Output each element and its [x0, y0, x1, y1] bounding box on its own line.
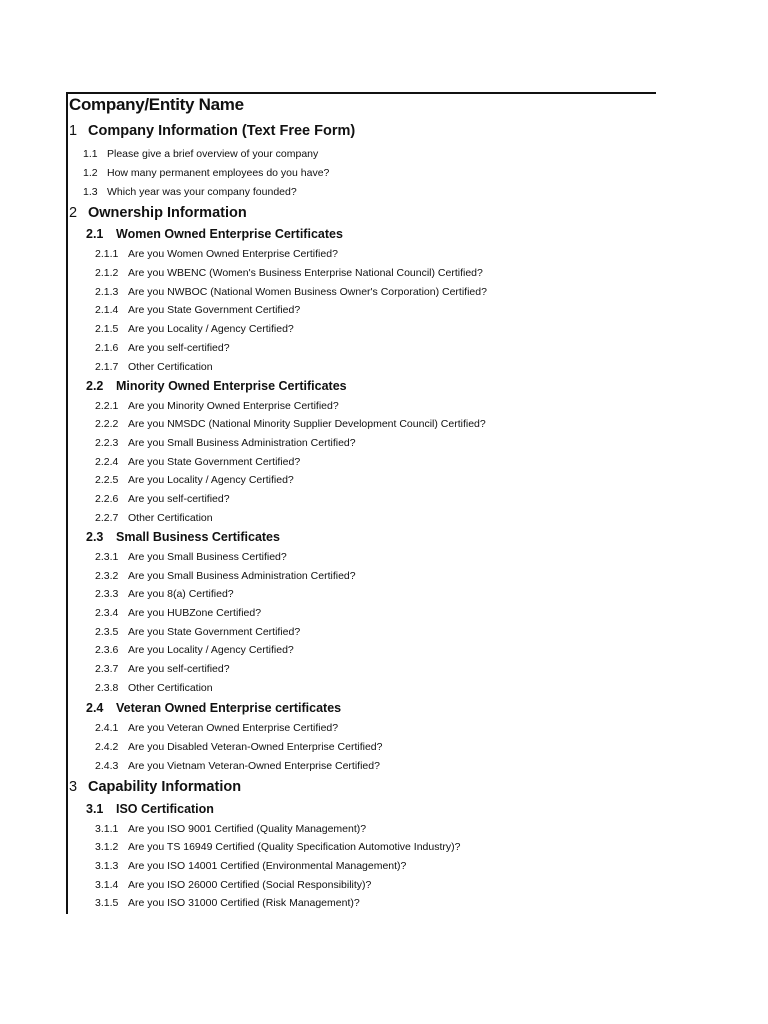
section-number: 2	[69, 205, 78, 221]
question-row	[66, 861, 406, 872]
question-number: 2.3.3	[95, 588, 119, 600]
subsection-label: Minority Owned Enterprise Certificates	[116, 379, 347, 393]
section-label: Company Information (Text Free Form)	[88, 123, 356, 139]
subsection-number: 2.2	[86, 379, 104, 393]
question-label: Are you State Government Certified?	[128, 626, 301, 638]
subsection-heading	[66, 531, 280, 544]
question-label: Are you WBENC (Women's Business Enterprise National Council) Certified?	[128, 267, 483, 279]
question-number: 2.3.1	[95, 551, 119, 563]
question-number: 2.3.6	[95, 644, 119, 656]
question-row	[66, 249, 338, 260]
question-label: Are you ISO 9001 Certified (Quality Management)?	[128, 823, 367, 835]
question-row	[66, 401, 339, 412]
question-label: Are you Women Owned Enterprise Certified?	[128, 248, 338, 260]
question-label: Are you Locality / Agency Certified?	[128, 644, 294, 656]
question-label: Are you State Government Certified?	[128, 304, 301, 316]
subsection-label: Veteran Owned Enterprise certificates	[116, 701, 342, 715]
subsection-number: 2.1	[86, 227, 104, 241]
section-heading	[66, 780, 241, 795]
section-label: Ownership Information	[88, 205, 247, 221]
question-row	[66, 287, 487, 298]
section-number: 3	[69, 779, 78, 795]
question-number: 2.1.7	[95, 361, 119, 373]
question-row	[66, 761, 380, 772]
question-label: Are you ISO 26000 Certified (Social Responsibility)?	[128, 879, 372, 891]
question-number: 2.2.4	[95, 456, 119, 468]
question-number: 2.2.1	[95, 400, 119, 412]
subsection-heading	[66, 380, 347, 393]
question-row	[66, 645, 294, 656]
subsection-number: 2.4	[86, 701, 104, 715]
question-row	[66, 168, 329, 179]
question-row	[66, 475, 294, 486]
question-label: Please give a brief overview of your company	[107, 148, 319, 160]
questionnaire-sheet	[66, 92, 656, 914]
question-row	[66, 457, 300, 468]
question-row	[66, 627, 300, 638]
subsection-heading	[66, 702, 341, 715]
question-number: 1.3	[83, 186, 98, 198]
question-label: Are you Disabled Veteran-Owned Enterprise Certified?	[128, 741, 383, 753]
question-row	[66, 187, 297, 198]
question-label: How many permanent employees do you have?	[107, 167, 330, 179]
subsection-heading	[66, 228, 343, 241]
question-row	[66, 305, 300, 316]
question-label: Are you NMSDC (National Minority Supplier Development Council) Certified?	[128, 418, 486, 430]
question-number: 2.1.4	[95, 304, 119, 316]
question-number: 2.1.6	[95, 342, 119, 354]
question-row	[66, 608, 261, 619]
question-number: 2.4.1	[95, 722, 119, 734]
question-label: Are you self-certified?	[128, 342, 230, 354]
section-heading	[66, 206, 247, 221]
question-number: 2.1.5	[95, 323, 119, 335]
question-number: 2.2.3	[95, 437, 119, 449]
question-row	[66, 898, 360, 909]
question-label: Are you Vietnam Veteran-Owned Enterprise Certified?	[128, 760, 380, 772]
question-label: Other Certification	[128, 361, 213, 373]
question-label: Are you Minority Owned Enterprise Certified?	[128, 400, 339, 412]
question-label: Are you Locality / Agency Certified?	[128, 474, 294, 486]
subsection-label: Small Business Certificates	[116, 530, 280, 544]
question-label: Which year was your company founded?	[107, 186, 297, 198]
question-number: 3.1.1	[95, 823, 119, 835]
subsection-number: 2.3	[86, 530, 104, 544]
question-label: Are you self-certified?	[128, 663, 230, 675]
question-label: Are you HUBZone Certified?	[128, 607, 262, 619]
question-number: 2.1.2	[95, 267, 119, 279]
section-heading	[66, 124, 355, 139]
question-row	[66, 571, 356, 582]
question-number: 2.2.7	[95, 512, 119, 524]
question-label: Are you Small Business Certified?	[128, 551, 287, 563]
question-row	[66, 419, 486, 430]
section-number: 1	[69, 123, 78, 139]
question-row	[66, 842, 460, 853]
question-label: Other Certification	[128, 512, 213, 524]
question-label: Other Certification	[128, 682, 213, 694]
question-number: 1.1	[83, 148, 98, 160]
question-number: 2.4.2	[95, 741, 119, 753]
question-number: 3.1.3	[95, 860, 119, 872]
question-row	[66, 683, 213, 694]
subsection-heading	[66, 803, 214, 816]
subsection-label: Women Owned Enterprise Certificates	[116, 227, 343, 241]
question-label: Are you ISO 31000 Certified (Risk Management)?	[128, 897, 360, 909]
subsection-label: ISO Certification	[116, 802, 214, 816]
question-number: 3.1.2	[95, 841, 119, 853]
question-row	[66, 268, 483, 279]
question-number: 2.2.5	[95, 474, 119, 486]
question-number: 2.3.8	[95, 682, 119, 694]
question-label: Are you ISO 14001 Certified (Environmental Management)?	[128, 860, 407, 872]
question-number: 2.4.3	[95, 760, 119, 772]
question-row	[66, 723, 338, 734]
question-label: Are you State Government Certified?	[128, 456, 301, 468]
question-number: 3.1.5	[95, 897, 119, 909]
question-row	[66, 438, 356, 449]
question-row	[66, 149, 318, 160]
question-number: 2.3.4	[95, 607, 119, 619]
question-label: Are you TS 16949 Certified (Quality Specification Automotive Industry)?	[128, 841, 461, 853]
subsection-number: 3.1	[86, 802, 104, 816]
question-number: 2.1.3	[95, 286, 119, 298]
top-border	[66, 92, 656, 94]
question-row	[66, 742, 382, 753]
question-row	[66, 824, 366, 835]
question-row	[66, 324, 294, 335]
question-row	[66, 362, 213, 373]
question-label: Are you Small Business Administration Certified?	[128, 437, 356, 449]
question-number: 2.3.5	[95, 626, 119, 638]
question-label: Are you Small Business Administration Certified?	[128, 570, 356, 582]
question-number: 3.1.4	[95, 879, 119, 891]
question-label: Are you self-certified?	[128, 493, 230, 505]
question-number: 2.3.2	[95, 570, 119, 582]
question-row	[66, 664, 230, 675]
question-label: Are you Locality / Agency Certified?	[128, 323, 294, 335]
question-row	[66, 552, 287, 563]
question-row	[66, 513, 213, 524]
question-number: 2.2.6	[95, 493, 119, 505]
question-number: 2.2.2	[95, 418, 119, 430]
document-title: Company/Entity Name	[69, 95, 244, 114]
question-label: Are you Veteran Owned Enterprise Certified?	[128, 722, 339, 734]
question-number: 2.1.1	[95, 248, 119, 260]
question-number: 2.3.7	[95, 663, 119, 675]
question-row	[66, 494, 230, 505]
question-row	[66, 589, 234, 600]
question-row	[66, 343, 230, 354]
section-label: Capability Information	[88, 779, 242, 795]
question-number: 1.2	[83, 167, 98, 179]
question-label: Are you 8(a) Certified?	[128, 588, 234, 600]
question-label: Are you NWBOC (National Women Business Owner's Corporation) Certified?	[128, 286, 487, 298]
question-row	[66, 880, 371, 891]
